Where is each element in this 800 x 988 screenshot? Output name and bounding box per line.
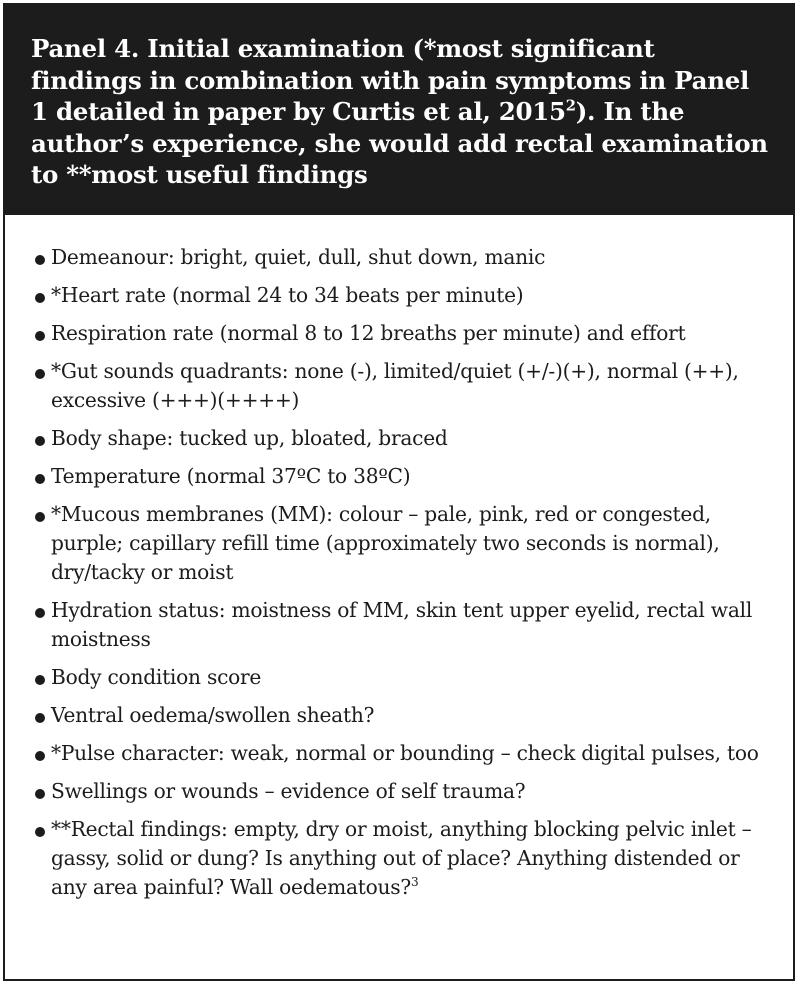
list-item-text (51, 319, 775, 348)
bullet-icon (35, 512, 45, 522)
list-item-label: **Rectal findings: empty, dry or moist, anything blocking pelvic inlet – gassy, solid or dung? Is anything out of place? Anything distended or any area painful? Wall oedematous? (51, 817, 752, 899)
list-item-text (51, 500, 775, 587)
list-item-label: Demeanour: bright, quiet, dull, shut down, manic (51, 245, 546, 269)
bullet-icon (35, 255, 45, 265)
bullet-icon (35, 436, 45, 446)
bullet-icon (35, 675, 45, 685)
list-item-label: Respiration rate (normal 8 to 12 breaths per minute) and effort (51, 321, 686, 345)
list-item-label: *Heart rate (normal 24 to 34 beats per minute) (51, 283, 524, 307)
panel-title-tail: ). In the author’s experience, she would add rectal examination to **most useful findings (31, 97, 768, 189)
list-item-label: Ventral oedema/swollen sheath? (51, 703, 375, 727)
list-item-label: *Gut sounds quadrants: none (-), limited/quiet (+/-)(+), normal (++), excessive (+++)(++++) (51, 359, 739, 412)
list-item-text (51, 596, 775, 654)
list-item (35, 424, 775, 453)
bullet-icon (35, 331, 45, 341)
list-item (35, 596, 775, 654)
list-item-text (51, 815, 775, 902)
panel-title-reference: 2 (565, 97, 576, 115)
bullet-icon (35, 608, 45, 618)
panel-title-main: Panel 4. Initial examination (*most significant findings in combination with pain symptoms in Panel 1 detailed in paper by Curtis et al, 2015 (31, 34, 750, 126)
list-item (35, 739, 775, 768)
list-item-text (51, 424, 775, 453)
list-item-label: Hydration status: moistness of MM, skin tent upper eyelid, rectal wall moistness (51, 598, 753, 651)
list-item-text (51, 739, 775, 768)
list-item-label: *Mucous membranes (MM): colour – pale, pink, red or congested, purple; capillary refill time (approximately two seconds is normal), dry/tacky or moist (51, 502, 720, 584)
list-item (35, 777, 775, 806)
list-item-label: *Pulse character: weak, normal or bounding – check digital pulses, too (51, 741, 759, 765)
bullet-icon (35, 751, 45, 761)
list-item-text (51, 663, 775, 692)
bullet-icon (35, 293, 45, 303)
panel-title (31, 34, 768, 189)
list-item-label: Temperature (normal 37ºC to 38ºC) (51, 464, 411, 488)
bullet-icon (35, 713, 45, 723)
list-item-text (51, 777, 775, 806)
list-item (35, 243, 775, 272)
list-item-label: Swellings or wounds – evidence of self trauma? (51, 779, 526, 803)
list-item (35, 462, 775, 491)
reference-number: 3 (411, 875, 419, 890)
list-item-label: Body shape: tucked up, bloated, braced (51, 426, 448, 450)
panel-header (5, 5, 793, 215)
list-item-text (51, 462, 775, 491)
bullet-icon (35, 474, 45, 484)
panel-box (3, 3, 795, 981)
list-item (35, 815, 775, 902)
list-item-text (51, 281, 775, 310)
list-item (35, 281, 775, 310)
list-item (35, 500, 775, 587)
findings-list (5, 215, 793, 902)
list-item-text (51, 243, 775, 272)
list-item (35, 357, 775, 415)
list-item (35, 701, 775, 730)
list-item (35, 663, 775, 692)
bullet-icon (35, 789, 45, 799)
list-item-text (51, 701, 775, 730)
list-item (35, 319, 775, 348)
list-item-text (51, 357, 775, 415)
bullet-icon (35, 369, 45, 379)
bullet-icon (35, 827, 45, 837)
list-item-label: Body condition score (51, 665, 262, 689)
